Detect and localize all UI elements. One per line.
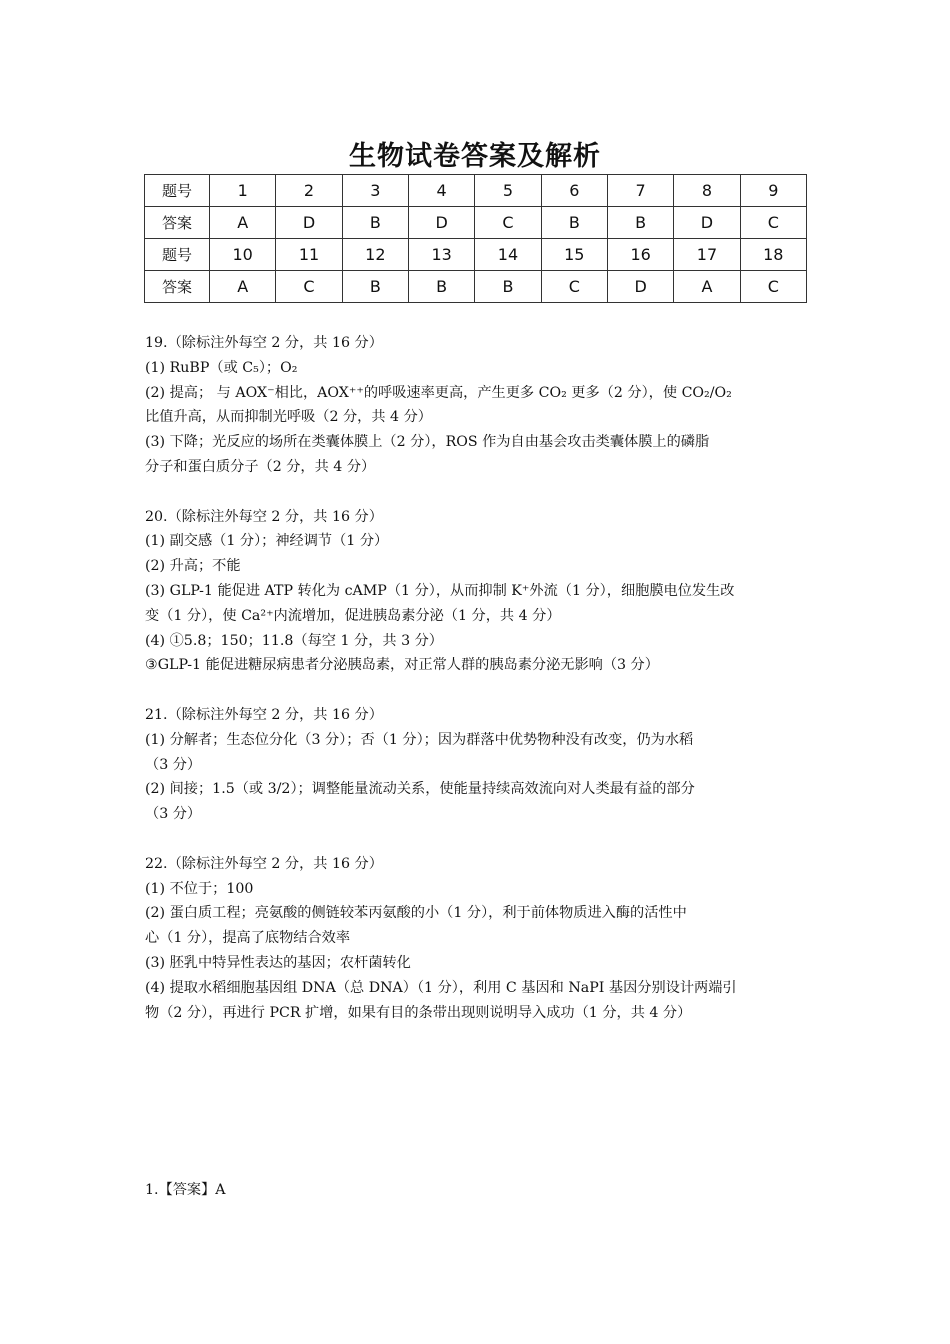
table-cell: B	[342, 271, 408, 303]
table-cell: 10	[210, 239, 276, 271]
table-cell: C	[475, 207, 541, 239]
table-cell: 13	[408, 239, 474, 271]
table-cell: 16	[607, 239, 673, 271]
question-section	[145, 331, 810, 480]
table-cell: B	[475, 271, 541, 303]
row-header: 答案	[145, 207, 210, 239]
text-line: 分子和蛋白质分子（2 分，共 4 分）	[145, 458, 376, 475]
answer-explanations	[145, 331, 810, 1050]
text-line: (4) 提取水稻细胞基因组 DNA（总 DNA）（1 分），利用 C 基因和 NaPI 基因分别设计两端引	[145, 979, 737, 996]
text-line: (1) 副交感（1 分）；神经调节（1 分）	[145, 533, 389, 550]
text-line: (2) 间接；1.5（或 3/2）；调整能量流动关系，使能量持续高效流向对人类最有益的部分	[145, 781, 695, 798]
table-cell: D	[607, 271, 673, 303]
table-cell: 8	[674, 175, 740, 207]
text-line: (1) 不位于；100	[145, 880, 254, 897]
text-line: (3) GLP-1 能促进 ATP 转化为 cAMP（1 分），从而抑制 K⁺外流（1 分），细胞膜电位发生改	[145, 582, 735, 599]
question-section	[145, 505, 810, 679]
table-cell: 17	[674, 239, 740, 271]
table-cell: 9	[740, 175, 806, 207]
answer-table-row	[145, 239, 807, 271]
row-header: 题号	[145, 175, 210, 207]
text-line: 19.（除标注外每空 2 分，共 16 分）	[145, 335, 383, 351]
table-cell: A	[210, 207, 276, 239]
question-section	[145, 703, 810, 827]
text-line: (2) 升高；不能	[145, 558, 241, 575]
table-cell: C	[541, 271, 607, 303]
table-cell: 5	[475, 175, 541, 207]
table-cell: B	[408, 271, 474, 303]
table-cell: 1	[210, 175, 276, 207]
table-cell: 7	[607, 175, 673, 207]
page-title: 生物试卷答案及解析	[349, 141, 601, 172]
text-line: 20.（除标注外每空 2 分，共 16 分）	[145, 508, 383, 525]
table-cell: A	[674, 271, 740, 303]
table-cell: 14	[475, 239, 541, 271]
text-line: ③GLP-1 能促进糖尿病患者分泌胰岛素，对正常人群的胰岛素分泌无影响（3 分）	[145, 657, 659, 674]
table-cell: D	[276, 207, 342, 239]
text-line: 变（1 分），使 Ca²⁺内流增加，促进胰岛素分泌（1 分，共 4 分）	[145, 607, 561, 624]
text-line: (2) 蛋白质工程；亮氨酸的侧链较苯丙氨酸的小（1 分），利于前体物质进入酶的活性中	[145, 905, 687, 922]
table-cell: 11	[276, 239, 342, 271]
table-cell: 15	[541, 239, 607, 271]
table-cell: B	[541, 207, 607, 239]
question-section	[145, 852, 810, 1026]
text-line: （3 分）	[145, 806, 202, 823]
text-line: (1) 分解者；生态位分化（3 分）；否（1 分）；因为群落中优势物种没有改变，仍为水稻	[145, 731, 694, 748]
table-cell: D	[674, 207, 740, 239]
table-cell: B	[607, 207, 673, 239]
table-cell: B	[342, 207, 408, 239]
text-line: (1) RuBP（或 C₅）；O₂	[145, 359, 298, 376]
table-cell: 4	[408, 175, 474, 207]
table-cell: C	[740, 207, 806, 239]
text-line: (4) ①5.8；150；11.8（每空 1 分，共 3 分）	[145, 632, 443, 649]
text-line: 比值升高，从而抑制光呼吸（2 分，共 4 分）	[145, 409, 432, 426]
answer-table	[144, 174, 807, 303]
table-cell: 12	[342, 239, 408, 271]
table-cell: 6	[541, 175, 607, 207]
row-header: 答案	[145, 271, 210, 303]
table-cell: C	[276, 271, 342, 303]
text-line: (3) 胚乳中特异性表达的基因；农杆菌转化	[145, 954, 411, 971]
row-header: 题号	[145, 239, 210, 271]
text-line: 物（2 分），再进行 PCR 扩增，如果有目的条带出现则说明导入成功（1 分，共 4 分）	[145, 1004, 692, 1021]
answer-table-row	[145, 207, 807, 239]
table-cell: 2	[276, 175, 342, 207]
table-cell: D	[408, 207, 474, 239]
table-cell: C	[740, 271, 806, 303]
answer-table-row	[145, 271, 807, 303]
table-cell: A	[210, 271, 276, 303]
text-line: （3 分）	[145, 756, 202, 773]
text-line: (3) 下降；光反应的场所在类囊体膜上（2 分），ROS 作为自由基会攻击类囊体膜上的磷脂	[145, 434, 710, 451]
table-cell: 3	[342, 175, 408, 207]
text-line: 22.（除标注外每空 2 分，共 16 分）	[145, 855, 383, 872]
answer-1-line: 1.【答案】A	[145, 1182, 226, 1198]
table-cell: 18	[740, 239, 806, 271]
text-line: (2) 提高； 与 AOX⁻相比，AOX⁺⁺的呼吸速率更高，产生更多 CO₂ 更多（2 分），使 CO₂/O₂	[145, 384, 732, 401]
answer-table-row	[145, 175, 807, 207]
text-line: 心（1 分），提高了底物结合效率	[145, 930, 351, 947]
text-line: 21.（除标注外每空 2 分，共 16 分）	[145, 706, 383, 723]
